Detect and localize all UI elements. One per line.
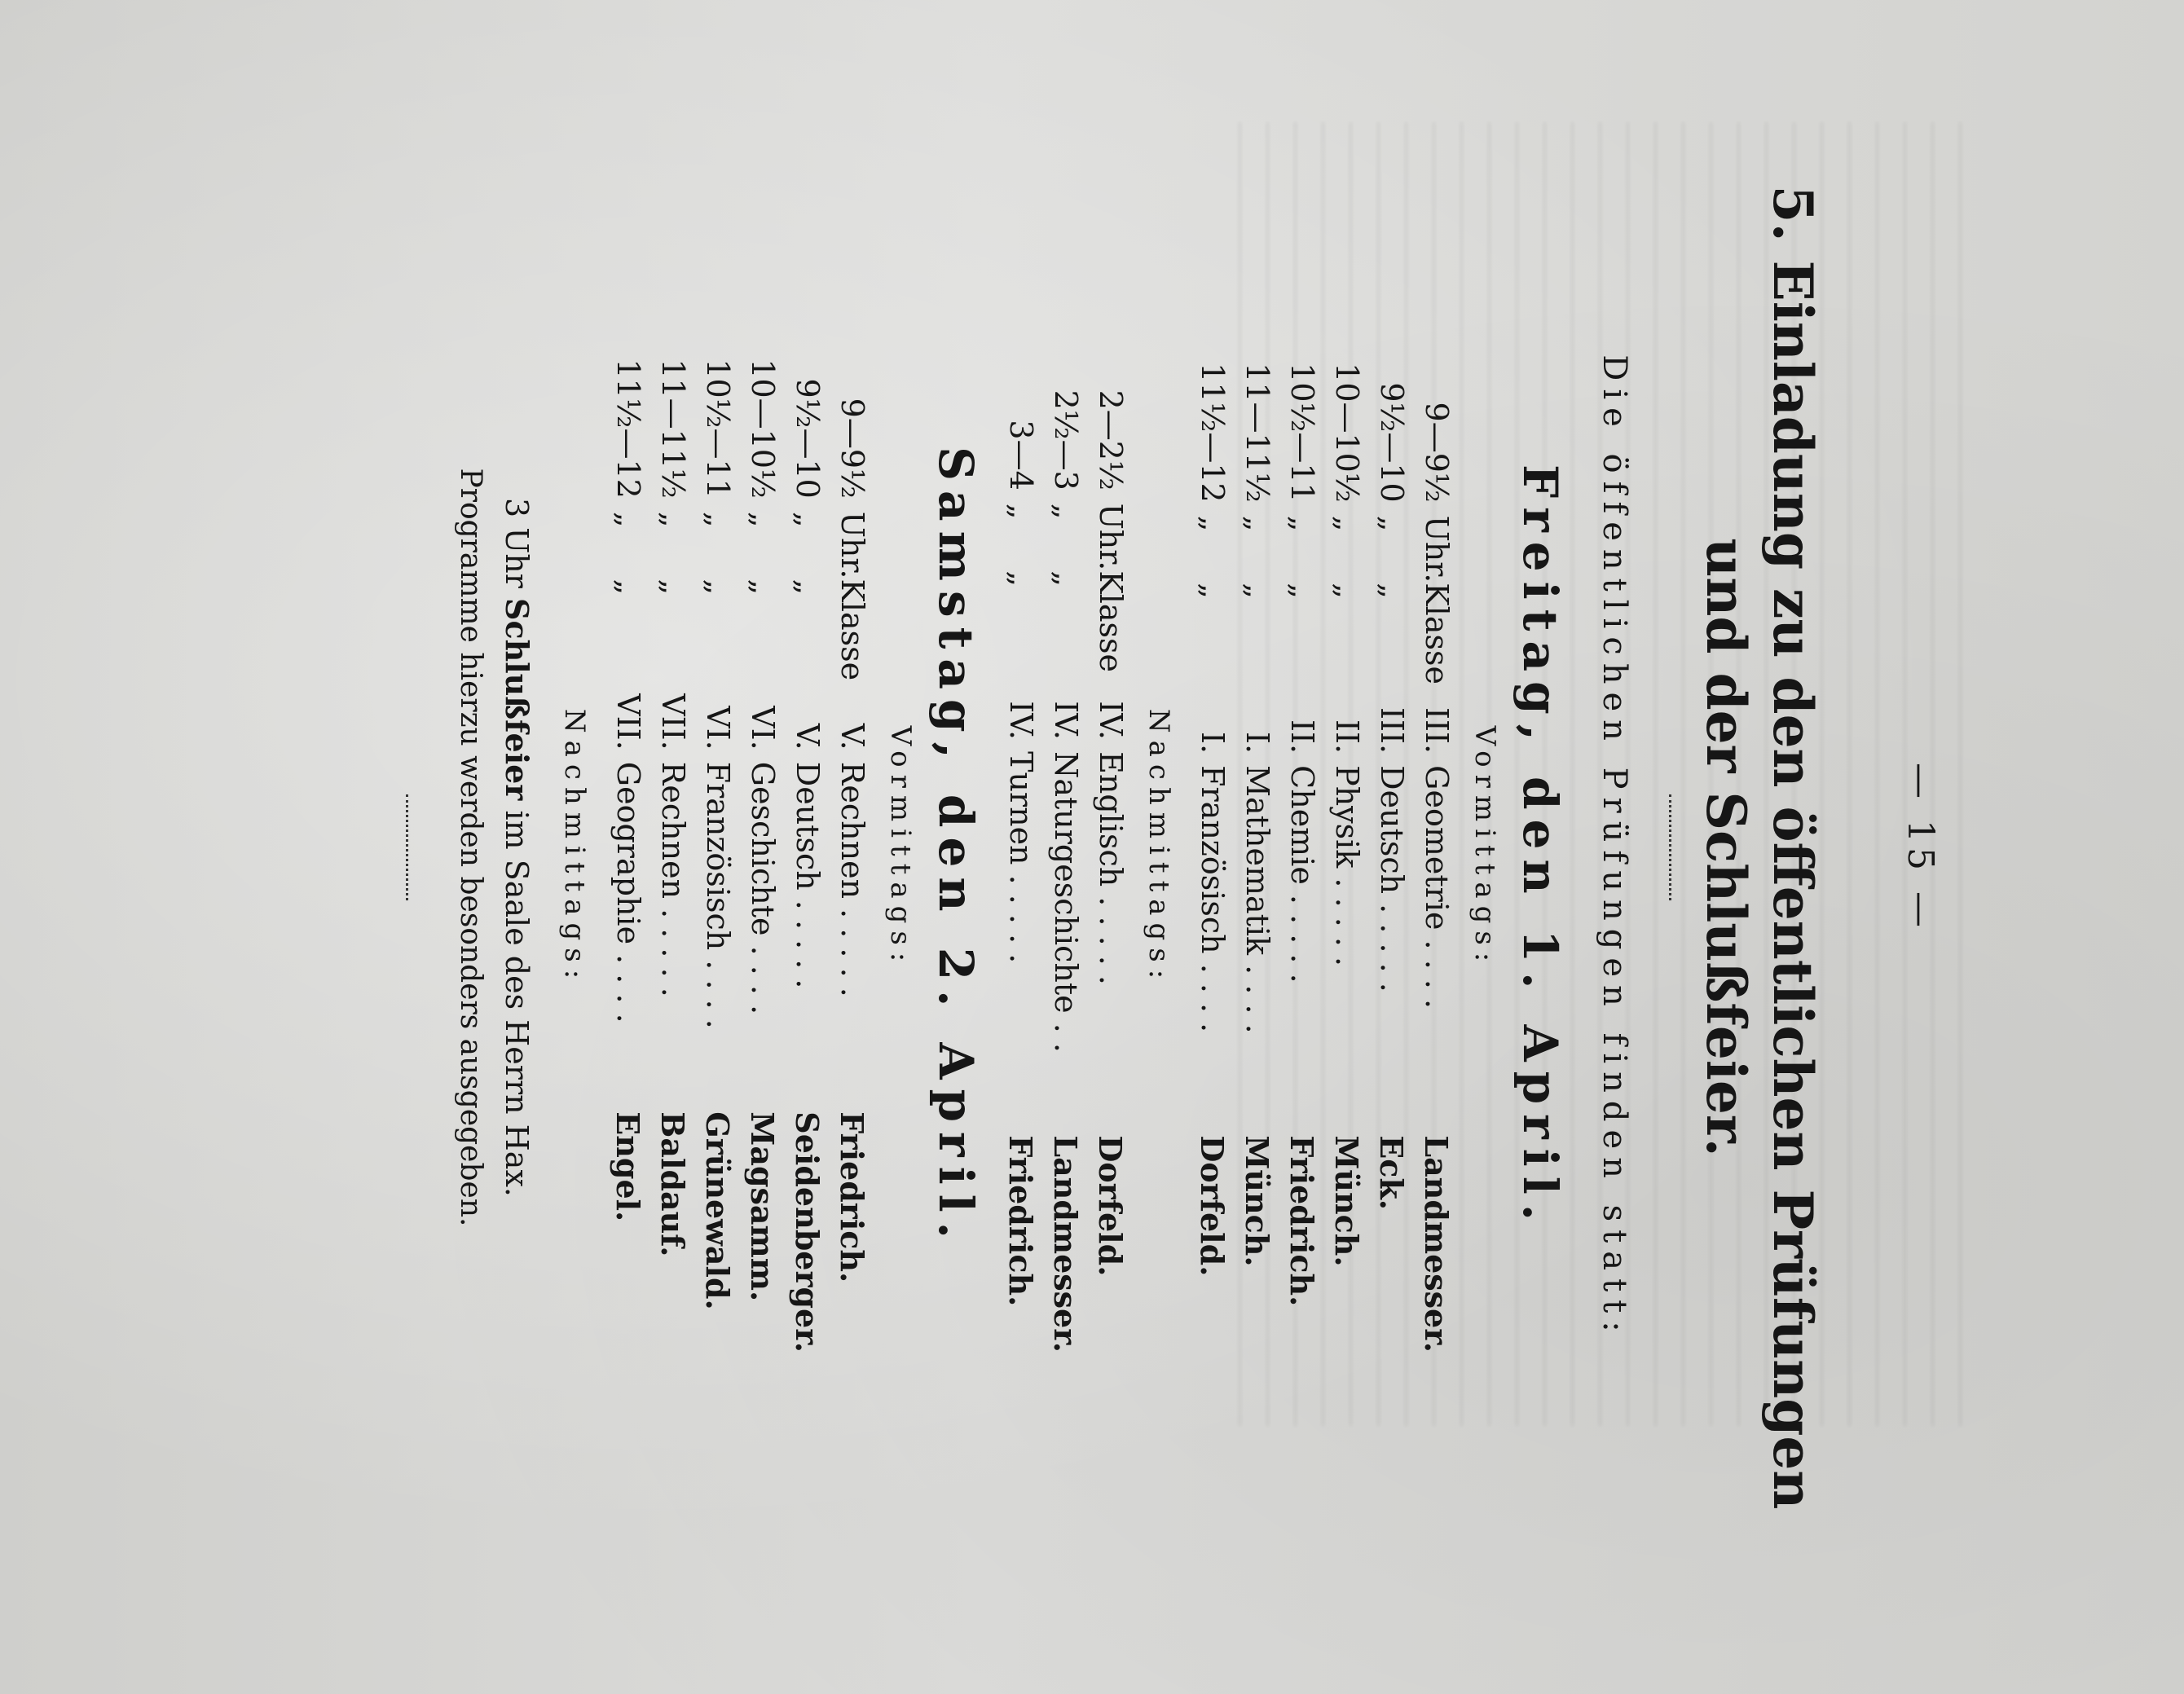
closing-ceremony-line [499,155,535,1540]
document-title [1693,155,1826,1540]
teacher-cell: Grünewald. [699,1111,736,1310]
subject-cell: Französisch . . . . [1195,765,1231,1033]
class-cell: V. [834,723,870,750]
class-word-cell: „ [790,579,826,596]
unit-cell: „ [1195,515,1231,532]
class-cell: II. [1284,719,1320,755]
class-cell: VII. [610,693,646,750]
class-word-cell: „ [610,579,646,596]
rotated-page-content [228,130,1956,1564]
class-word-cell: Klasse [1419,583,1455,684]
class-word-cell: „ [1240,583,1275,599]
class-cell: II. [1329,719,1365,755]
class-cell: VI. [745,706,781,750]
time-cell: 9½—10 [1374,382,1410,503]
table-row [1088,342,1133,1353]
saturday-morning-schedule [605,342,874,1353]
class-cell: VI. [700,706,736,750]
table-row [998,342,1043,1353]
table-row [650,342,695,1353]
time-cell: 10—10½ [1329,363,1365,503]
friday-afternoon-label: Nachmittags: [1143,708,1175,987]
teacher-cell: Engel. [610,1111,646,1222]
teacher-cell: Baldauf. [654,1111,691,1257]
table-row [605,342,650,1353]
class-word-cell: „ [1195,583,1231,599]
title-line-2: und der Schlußfeier. [1694,538,1758,1157]
unit-cell: „ [790,511,826,528]
unit-cell: „ [745,511,781,528]
subject-cell: Mathematik . . . . [1240,765,1275,1034]
table-row [740,342,785,1353]
table-row [1369,342,1414,1353]
class-cell: I. [1240,732,1275,755]
subject-cell: Englisch . . . . . [1093,751,1129,986]
unit-cell: „ [610,511,646,528]
closing-ceremony-word: Schlußfeier [499,598,535,801]
subject-cell: Französisch . . . . [700,761,736,1029]
subject-cell: Rechnen . . . . . [834,761,870,997]
time-cell: 11½—12 [1195,363,1231,503]
unit-cell: „ [1048,503,1084,520]
time-cell: 3—4 [1003,420,1039,491]
table-row [695,342,740,1353]
saturday-morning-label: Vormittags: [884,725,917,970]
intro-text: Die öffentlichen Prüfungen finden statt: [1596,354,1633,1340]
unit-cell: „ [1284,515,1320,532]
class-word-cell: „ [1329,583,1365,599]
subject-cell: Chemie . . . . . [1284,765,1320,983]
subject-cell: Rechnen . . . . . [655,761,691,997]
time-cell: 11—11½ [655,359,691,499]
unit-cell: Uhr. [1419,515,1455,583]
time-cell: 10—10½ [745,359,781,499]
subject-cell: Deutsch . . . . . [1374,765,1410,992]
teacher-cell: Magsamm. [744,1111,781,1302]
programme-note: Programme hierzu werden besonders ausgegeben. [454,468,487,1227]
table-row [830,342,874,1353]
class-word-cell: „ [1003,570,1039,587]
subject-cell: Deutsch . . . . . [790,761,826,989]
unit-cell: „ [655,511,691,528]
teacher-cell: Friedrich. [834,1111,870,1283]
class-word-cell: „ [1048,570,1084,587]
friday-heading: Freitag, den 1. April. [1513,464,1568,1230]
table-row [1324,342,1369,1353]
subject-cell: Physik . . . . . [1329,765,1365,967]
teacher-cell: Eck. [1373,1135,1410,1211]
unit-cell: „ [1374,515,1410,532]
table-row [1043,342,1088,1353]
table-row [785,342,830,1353]
time-cell: 9—9½ [1419,402,1455,503]
time-cell: 9½—10 [790,378,826,499]
class-word-cell: „ [1374,583,1410,599]
subject-cell: Turnen . . . . . [1003,751,1039,964]
teacher-cell: Dorfeld. [1092,1135,1129,1277]
class-word-cell: „ [700,579,736,596]
class-cell: III. [1419,707,1455,755]
time-cell: 10½—11 [1284,363,1320,503]
subject-cell: Geschichte . . . . [745,761,781,1015]
unit-cell: „ [1003,503,1039,520]
class-word-cell: Klasse [834,579,870,681]
class-cell: IV. [1093,701,1129,741]
table-row [1414,342,1459,1353]
end-flourish [398,794,408,900]
class-cell: IV. [1048,701,1084,741]
teacher-cell: Friedrich. [1002,1135,1039,1307]
class-cell: I. [1195,732,1231,755]
class-word-cell: „ [745,579,781,596]
class-cell: V. [790,723,826,750]
teacher-cell: Münch. [1328,1135,1365,1267]
class-word-cell: Klasse [1093,570,1129,673]
teacher-cell: Landmesser. [1047,1135,1084,1353]
unit-cell: „ [1329,515,1365,532]
class-word-cell: „ [1284,583,1320,599]
friday-morning-label: Vormittags: [1468,725,1501,970]
subject-cell: Naturgeschichte . . [1048,751,1084,1053]
table-row [1190,342,1235,1353]
unit-cell: „ [1240,515,1275,532]
saturday-heading: Samstag, den 2. April. [928,447,984,1248]
unit-cell: Uhr. [834,511,870,579]
teacher-cell: Münch. [1239,1135,1275,1267]
subject-cell: Geometrie . . . . [1419,765,1455,1010]
friday-morning-schedule [1190,342,1459,1353]
page-number: — 15 — [1900,763,1941,932]
closing-venue: im Saale des Herrn Hax. [499,810,535,1197]
class-cell: III. [1374,707,1410,755]
class-cell: VII. [655,693,691,750]
teacher-cell: Landmesser. [1418,1135,1455,1353]
unit-cell: „ [700,511,736,528]
time-cell: 10½—11 [700,359,736,499]
time-cell: 2—2½ [1093,389,1129,491]
subject-cell: Geographie . . . . [610,761,646,1023]
time-cell: 11—11½ [1240,363,1275,503]
time-cell: 9—9½ [834,398,870,499]
class-word-cell: „ [655,579,691,596]
class-cell: IV. [1003,701,1039,741]
friday-afternoon-schedule [998,342,1133,1353]
closing-time: 3 Uhr [499,498,535,588]
time-cell: 11½—12 [610,359,646,499]
table-row [1235,342,1279,1353]
title-flourish [1661,794,1671,900]
title-line-1: 5. Einladung zu den öffentlichen Prüfungen [1761,185,1825,1510]
teacher-cell: Seidenberger. [789,1111,826,1353]
time-cell: 2½—3 [1048,389,1084,491]
unit-cell: Uhr. [1093,503,1129,571]
saturday-afternoon-label: Nachmittags: [558,708,591,987]
teacher-cell: Friedrich. [1284,1135,1320,1307]
table-row [1279,342,1324,1353]
teacher-cell: Dorfeld. [1194,1135,1231,1277]
